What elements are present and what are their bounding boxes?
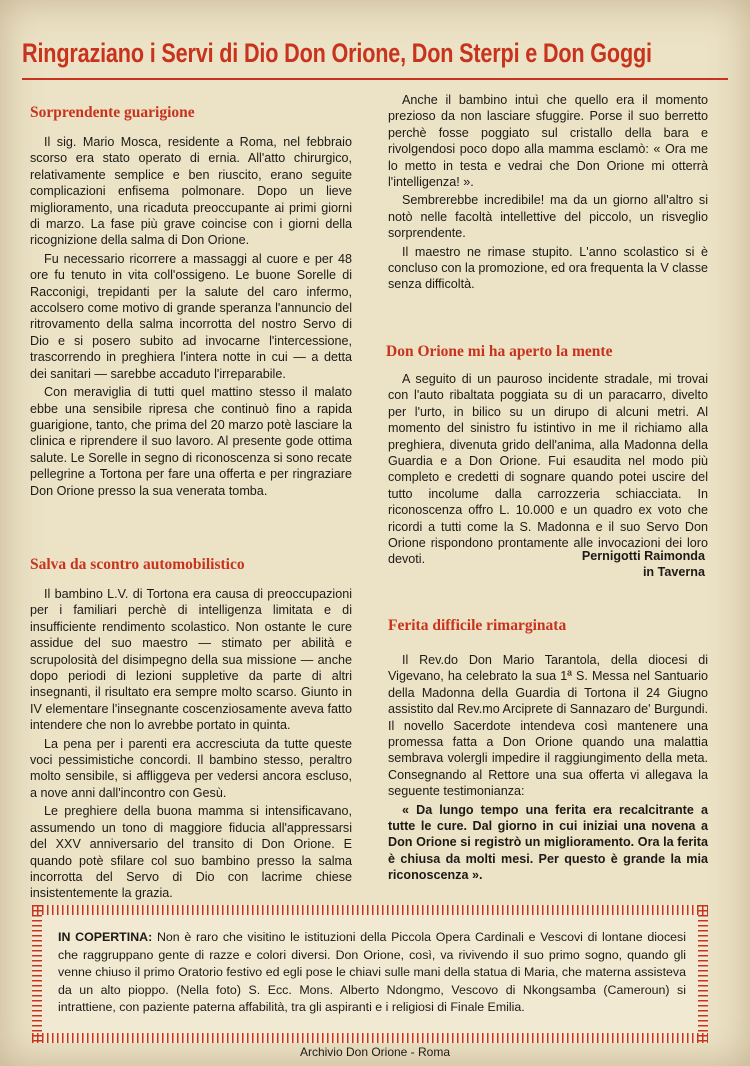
cover-caption-label: IN COPERTINA: [58,930,153,944]
archive-footer: Archivio Don Orione - Roma [299,1045,451,1059]
page-title: Ringraziano i Servi di Dio Don Orione, Don Sterpi e Don Goggi [22,38,652,68]
cover-caption-text: Non è raro che visitino le istituzioni della Piccola Opera Cardinali e Vescovi di lontane diocesi che raggruppano gente di razze e colori diversi. Don Orione, così, va rivivendo il suo primo sogno, quando gli venne chiuso il primo Oratorio festivo ed egli pose le chiavi sulle mani della statua di Maria, che materna assisteva da un alto pioppo. (Nella foto) S. Ecc. Mons. Alberto Ndongmo, Vescovo di Nkongsamba (Cameroun) si intrattiene, con paziente paterna affabilità, tra gli aspiranti e i religiosi di Finale Emilia. [58,930,686,1015]
article-paragraph: Sembrerebbe incredibile! ma da un giorno all'altro si notò nelle facoltà intellettive del piccolo, un risveglio sorprendente. [388,193,708,241]
article-body-sorprendente-guarigione [30,134,352,499]
article-paragraph: Fu necessario ricorrere a massaggi al cuore e per 48 ore fu tenuto in vita coll'ossigeno. Le buone Sorelle di Racconigi, trepidanti per la salute del caro infermo, accolsero come motivo di grande speranza l'annuncio del ritrovamento della salma incorrotta del nostro Servo di Dio e si posero subito ad invocarne l'intercessione, trascorrendo in preghiera l'intera notte in cui — a detta dei sanitari — sarebbe accaduto l'irreparabile. [30,251,352,381]
box-border-top [32,905,708,915]
article-paragraph: A seguito di un pauroso incidente stradale, mi trovai con l'auto ribaltata poggiata su di un paracarro, divelto per l'urto, in bilico su un dirupo di alcuni metri. Al momento del sinistro fu istintivo in me il richiamo alla preghiera, divenuta grido dell'anima, alla Madonna della Guardia e a Don Orione. Fui esaudita nel modo più completo e credetti di sognare quando potei uscire del tutto incolume dalla carrozzeria schiacciata. In riconoscenza offro L. 10.000 e un quadro ex voto che ricordi a tutti come la S. Madonna e il suo Servo Don Orione rispondono prontamente alle invocazioni dei loro devoti. [388,372,708,567]
article-title-sorprendente-guarigione: Sorprendente guarigione [30,104,195,121]
article-paragraph: Anche il bambino intuì che quello era il momento prezioso da non lasciare sfuggire. Porse il suo berretto perchè fosse poggiato sul cristallo della bara e rivolgendosi poco dopo alla mamma esclamò: « Ora me lo metto in testa e vedrai che Don Orione mi otterrà l'intelligenza! ». [388,93,708,190]
article-title-aperto-la-mente: Don Orione mi ha aperto la mente [386,343,613,360]
article-paragraph: Il sig. Mario Mosca, residente a Roma, nel febbraio scorso era stato operato di ernia. All'atto chirurgico, relativamente semplice e ben riuscito, erano seguite complicazioni enfisema polmonare. Dopo un lieve miglioramento, una ricaduta preoccupante ai primi giorni di marzo. La fase più grave coincise con i giorni della ricognizione della salma di Don Orione. [30,135,352,248]
cover-caption [58,929,686,1017]
title-underline [22,78,728,80]
article-title-ferita-rimarginata: Ferita difficile rimarginata [388,617,567,634]
article-body-aperto-la-mente [388,371,708,568]
article-paragraph: Il Rev.do Don Mario Tarantola, della diocesi di Vigevano, ha celebrato la sua 1ª S. Messa nel Santuario della Madonna della Guardia di Tortona il 24 Giugno assistito dal Rev.mo Arciprete di Sannazaro de' Burgundi. Il novello Sacerdote intendeva così mantenere una promessa fatta a Don Orione quando una malattia sembrava volergli impedire il raggiungimento della meta. Consegnando al Rettore una sua offerta vi allegava la seguente testimonianza: [388,653,708,799]
article-body-ferita-rimarginata [388,652,708,884]
testimony-quote: « Da lungo tempo una ferita era recalcitrante a tutte le cure. Dal giorno in cui iniziai una novena a Don Orione si registrò un miglioramento. Ora la ferita è chiusa da molti mesi. Per questo è grande la mia riconoscenza ». [388,802,708,883]
article-paragraph: La pena per i parenti era accresciuta da tutte queste voci pessimistiche concordi. Il bambino stesso, peraltro molto sensibile, si affliggeva per vedersi ancora escluso, a nove anni dall'incontro con Gesù. [30,736,352,800]
signature-name: Pernigotti Raimonda [581,549,705,563]
box-border-right [698,905,708,1043]
article-body-salva-da-scontro-part1 [30,586,352,902]
article-paragraph: Il maestro ne rimase stupito. L'anno scolastico si è concluso con la promozione, ed ora frequenta la V classe senza difficoltà. [388,244,708,292]
signature [520,548,705,581]
box-border-bottom [32,1033,708,1043]
article-body-salva-da-scontro-part2 [388,92,708,293]
article-paragraph: Le preghiere della buona mamma si intensificavano, assumendo un tono di maggiore fiducia all'appressarsi del XXV anniversario del transito di Don Orione. E quando potè sfilare col suo bambino presso la salma incorrotta del Servo di Dio con lacrime chiese insistentemente la grazia. [30,804,352,901]
article-title-salva-da-scontro: Salva da scontro automobilistico [30,556,245,573]
article-paragraph: Con meraviglia di tutti quel mattino stesso il malato ebbe una sensibile ripresa che continuò fino a rapida guarigione, tanto, che prima del 20 marzo potè lasciare la clinica e riprendere il suo lavoro. Al presente gode ottima salute. Le Sorelle in segno di riconoscenza si sono recate pellegrine a Tortona per fare una offerta e per ringraziare Don Orione presso la sua venerata tomba. [30,385,352,498]
box-border-left [32,905,42,1043]
article-paragraph: Il bambino L.V. di Tortona era causa di preoccupazioni per i familiari perchè di intelligenza limitata e di insufficiente rendimento scolastico. Non ostante le cure assidue del suo maestro — stimato per abilità e scrupolosità del disimpegno della sua missione — anche dopo periodi di lezioni suppletive da parte di altri insegnanti, il risultato era sempre molto scarso. Giunto in IV elementare l'insegnante coscenziosamente aveva fatto intendere che non lo avrebbe portato in quinta. [30,587,352,733]
signature-name-line2: in Taverna [642,565,705,580]
